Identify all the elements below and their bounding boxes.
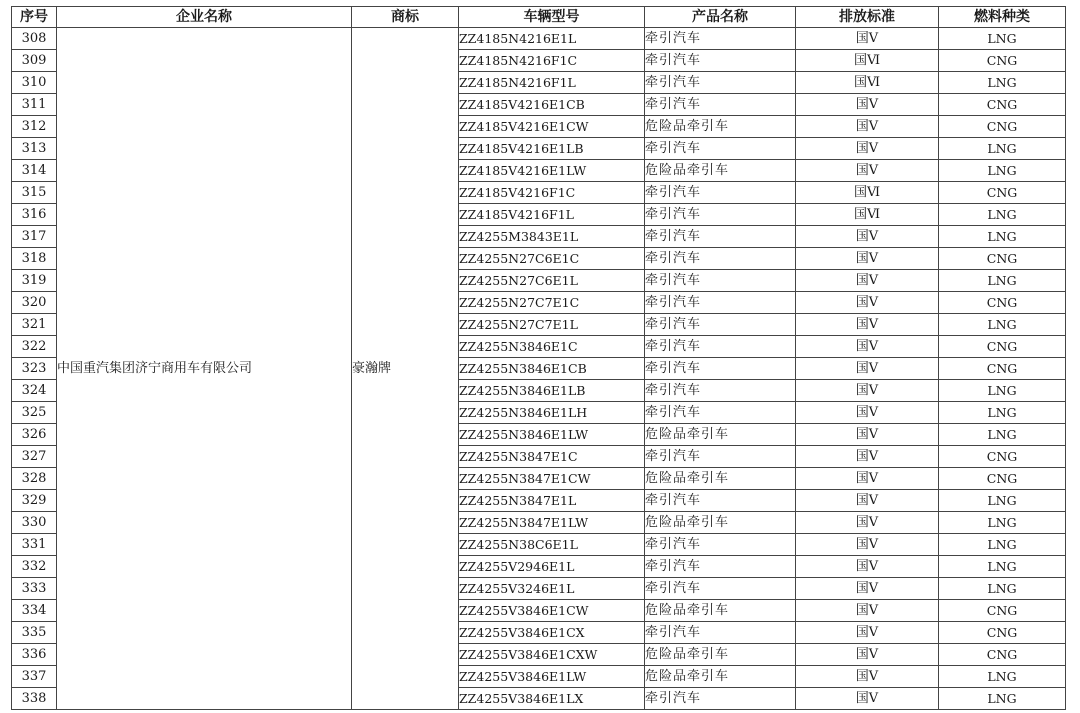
cell-standard: 国Ⅴ [796, 622, 939, 644]
cell-model: ZZ4185V4216E1LB [459, 138, 645, 160]
cell-seq: 308 [12, 28, 57, 50]
cell-standard: 国Ⅴ [796, 358, 939, 380]
header-product: 产品名称 [645, 7, 796, 28]
cell-fuel: CNG [939, 94, 1066, 116]
cell-model: ZZ4255N3847E1C [459, 446, 645, 468]
cell-fuel: CNG [939, 600, 1066, 622]
cell-model: ZZ4185N4216F1L [459, 72, 645, 94]
cell-model: ZZ4185V4216E1CB [459, 94, 645, 116]
header-row [12, 7, 1066, 28]
cell-product: 牵引汽车 [645, 358, 796, 380]
cell-seq: 327 [12, 446, 57, 468]
cell-standard: 国Ⅴ [796, 644, 939, 666]
cell-fuel: CNG [939, 336, 1066, 358]
cell-standard: 国Ⅴ [796, 556, 939, 578]
cell-seq: 332 [12, 556, 57, 578]
cell-product: 牵引汽车 [645, 556, 796, 578]
cell-fuel: LNG [939, 160, 1066, 182]
cell-seq: 319 [12, 270, 57, 292]
cell-seq: 314 [12, 160, 57, 182]
cell-product: 牵引汽车 [645, 204, 796, 226]
cell-seq: 326 [12, 424, 57, 446]
cell-seq: 329 [12, 490, 57, 512]
cell-fuel: LNG [939, 28, 1066, 50]
cell-standard: 国Ⅴ [796, 270, 939, 292]
cell-brand: 豪瀚牌 [352, 28, 459, 710]
cell-seq: 333 [12, 578, 57, 600]
cell-fuel: LNG [939, 380, 1066, 402]
cell-seq: 311 [12, 94, 57, 116]
cell-fuel: CNG [939, 292, 1066, 314]
header-company: 企业名称 [57, 7, 352, 28]
cell-standard: 国Ⅴ [796, 578, 939, 600]
cell-standard: 国Ⅴ [796, 468, 939, 490]
cell-seq: 330 [12, 512, 57, 534]
cell-standard: 国Ⅵ [796, 50, 939, 72]
cell-product: 牵引汽车 [645, 446, 796, 468]
cell-model: ZZ4255V3846E1CX [459, 622, 645, 644]
cell-product: 牵引汽车 [645, 534, 796, 556]
cell-seq: 335 [12, 622, 57, 644]
cell-seq: 324 [12, 380, 57, 402]
cell-model: ZZ4255V3846E1CW [459, 600, 645, 622]
cell-model: ZZ4185V4216F1C [459, 182, 645, 204]
cell-fuel: CNG [939, 622, 1066, 644]
cell-product: 危险品牵引车 [645, 424, 796, 446]
cell-fuel: LNG [939, 666, 1066, 688]
cell-fuel: LNG [939, 512, 1066, 534]
cell-product: 牵引汽车 [645, 94, 796, 116]
cell-fuel: LNG [939, 534, 1066, 556]
cell-model: ZZ4255N38C6E1L [459, 534, 645, 556]
cell-fuel: LNG [939, 138, 1066, 160]
cell-model: ZZ4255N27C6E1C [459, 248, 645, 270]
cell-product: 牵引汽车 [645, 578, 796, 600]
cell-fuel: CNG [939, 644, 1066, 666]
table-row [12, 28, 1066, 50]
cell-standard: 国Ⅴ [796, 666, 939, 688]
cell-product: 牵引汽车 [645, 688, 796, 710]
cell-fuel: LNG [939, 556, 1066, 578]
cell-product: 牵引汽车 [645, 50, 796, 72]
cell-product: 牵引汽车 [645, 622, 796, 644]
cell-model: ZZ4255N3847E1CW [459, 468, 645, 490]
cell-product: 牵引汽车 [645, 248, 796, 270]
cell-seq: 336 [12, 644, 57, 666]
cell-model: ZZ4255V3246E1L [459, 578, 645, 600]
cell-model: ZZ4255N27C7E1C [459, 292, 645, 314]
cell-model: ZZ4185N4216E1L [459, 28, 645, 50]
cell-standard: 国Ⅴ [796, 292, 939, 314]
cell-standard: 国Ⅴ [796, 534, 939, 556]
cell-seq: 315 [12, 182, 57, 204]
vehicle-catalog-table [11, 6, 1066, 710]
cell-seq: 334 [12, 600, 57, 622]
cell-product: 危险品牵引车 [645, 512, 796, 534]
cell-seq: 309 [12, 50, 57, 72]
cell-seq: 323 [12, 358, 57, 380]
cell-standard: 国Ⅴ [796, 336, 939, 358]
cell-seq: 322 [12, 336, 57, 358]
cell-standard: 国Ⅴ [796, 138, 939, 160]
cell-fuel: LNG [939, 204, 1066, 226]
cell-standard: 国Ⅴ [796, 160, 939, 182]
cell-product: 危险品牵引车 [645, 160, 796, 182]
cell-fuel: LNG [939, 314, 1066, 336]
cell-seq: 321 [12, 314, 57, 336]
cell-product: 牵引汽车 [645, 270, 796, 292]
cell-product: 牵引汽车 [645, 28, 796, 50]
cell-product: 牵引汽车 [645, 292, 796, 314]
cell-seq: 312 [12, 116, 57, 138]
cell-product: 牵引汽车 [645, 138, 796, 160]
cell-model: ZZ4255N3846E1LW [459, 424, 645, 446]
header-brand: 商标 [352, 7, 459, 28]
cell-seq: 331 [12, 534, 57, 556]
cell-product: 牵引汽车 [645, 314, 796, 336]
cell-model: ZZ4185V4216E1CW [459, 116, 645, 138]
cell-fuel: LNG [939, 688, 1066, 710]
cell-seq: 310 [12, 72, 57, 94]
cell-model: ZZ4255N27C7E1L [459, 314, 645, 336]
cell-model: ZZ4255M3843E1L [459, 226, 645, 248]
cell-standard: 国Ⅵ [796, 204, 939, 226]
cell-fuel: CNG [939, 248, 1066, 270]
cell-product: 牵引汽车 [645, 182, 796, 204]
cell-model: ZZ4255N3846E1LB [459, 380, 645, 402]
cell-model: ZZ4255N3847E1L [459, 490, 645, 512]
cell-model: ZZ4185V4216F1L [459, 204, 645, 226]
cell-standard: 国Ⅴ [796, 512, 939, 534]
cell-model: ZZ4185N4216F1C [459, 50, 645, 72]
cell-product: 危险品牵引车 [645, 468, 796, 490]
cell-seq: 316 [12, 204, 57, 226]
cell-fuel: CNG [939, 468, 1066, 490]
cell-fuel: CNG [939, 50, 1066, 72]
cell-product: 牵引汽车 [645, 226, 796, 248]
cell-model: ZZ4255V3846E1CXW [459, 644, 645, 666]
cell-product: 危险品牵引车 [645, 666, 796, 688]
cell-product: 危险品牵引车 [645, 116, 796, 138]
cell-fuel: LNG [939, 424, 1066, 446]
cell-fuel: LNG [939, 578, 1066, 600]
cell-standard: 国Ⅴ [796, 314, 939, 336]
cell-standard: 国Ⅴ [796, 380, 939, 402]
header-model: 车辆型号 [459, 7, 645, 28]
cell-product: 牵引汽车 [645, 336, 796, 358]
table-body [12, 28, 1066, 710]
cell-standard: 国Ⅴ [796, 116, 939, 138]
cell-standard: 国Ⅴ [796, 446, 939, 468]
cell-seq: 318 [12, 248, 57, 270]
cell-standard: 国Ⅴ [796, 248, 939, 270]
cell-standard: 国Ⅴ [796, 28, 939, 50]
cell-model: ZZ4255N3847E1LW [459, 512, 645, 534]
cell-model: ZZ4255V2946E1L [459, 556, 645, 578]
cell-standard: 国Ⅴ [796, 490, 939, 512]
cell-seq: 317 [12, 226, 57, 248]
header-standard: 排放标准 [796, 7, 939, 28]
cell-seq: 337 [12, 666, 57, 688]
cell-seq: 313 [12, 138, 57, 160]
cell-product: 危险品牵引车 [645, 600, 796, 622]
cell-standard: 国Ⅵ [796, 182, 939, 204]
cell-fuel: LNG [939, 226, 1066, 248]
cell-fuel: CNG [939, 446, 1066, 468]
cell-fuel: LNG [939, 402, 1066, 424]
cell-standard: 国Ⅴ [796, 600, 939, 622]
cell-fuel: LNG [939, 72, 1066, 94]
cell-product: 牵引汽车 [645, 490, 796, 512]
cell-model: ZZ4255N3846E1C [459, 336, 645, 358]
cell-standard: 国Ⅴ [796, 226, 939, 248]
cell-standard: 国Ⅴ [796, 424, 939, 446]
cell-standard: 国Ⅴ [796, 688, 939, 710]
cell-model: ZZ4255N27C6E1L [459, 270, 645, 292]
cell-product: 危险品牵引车 [645, 644, 796, 666]
cell-fuel: CNG [939, 116, 1066, 138]
cell-model: ZZ4255N3846E1CB [459, 358, 645, 380]
cell-product: 牵引汽车 [645, 402, 796, 424]
header-fuel: 燃料种类 [939, 7, 1066, 28]
cell-fuel: LNG [939, 270, 1066, 292]
header-seq: 序号 [12, 7, 57, 28]
cell-seq: 328 [12, 468, 57, 490]
cell-model: ZZ4185V4216E1LW [459, 160, 645, 182]
cell-standard: 国Ⅴ [796, 402, 939, 424]
cell-seq: 320 [12, 292, 57, 314]
cell-model: ZZ4255V3846E1LW [459, 666, 645, 688]
cell-fuel: LNG [939, 490, 1066, 512]
cell-product: 牵引汽车 [645, 72, 796, 94]
cell-model: ZZ4255N3846E1LH [459, 402, 645, 424]
cell-standard: 国Ⅴ [796, 94, 939, 116]
cell-product: 牵引汽车 [645, 380, 796, 402]
cell-standard: 国Ⅵ [796, 72, 939, 94]
cell-company: 中国重汽集团济宁商用车有限公司 [57, 28, 352, 710]
cell-fuel: CNG [939, 182, 1066, 204]
cell-seq: 325 [12, 402, 57, 424]
cell-seq: 338 [12, 688, 57, 710]
cell-fuel: CNG [939, 358, 1066, 380]
cell-model: ZZ4255V3846E1LX [459, 688, 645, 710]
